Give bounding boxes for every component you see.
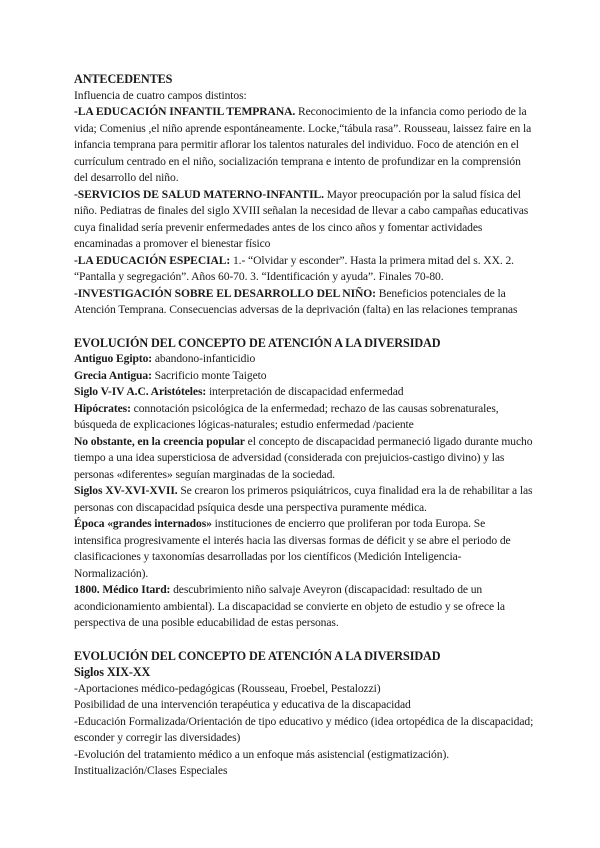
paragraph-lead: -LA EDUCACIÓN ESPECIAL: [74, 253, 231, 267]
paragraph-text: Beneficios potenciales de la Atención Temprana. Consecuencias adversas de la deprivación (falta) en las relaciones tempranas [74, 286, 518, 316]
paragraph [74, 253, 534, 286]
paragraph-text: el concepto de discapacidad permaneció ligado durante mucho tiempo a una idea supersticiosa de adversidad (considerada con prejuicios-castigo divino) y las personas «diferentes» seguían marginadas de la sociedad. [74, 434, 533, 481]
paragraph [74, 187, 534, 253]
paragraph-text: abandono-infanticidio [152, 352, 256, 365]
paragraph-text: Reconocimiento de la infancia como periodo de la vida; Comenius ,el niño aprende espontáneamente. Locke,“tábula rasa”. Rousseau, laissez faire en la infancia temprana para permitir aflorar los talentos naturales del individuo. Foco de atención en el currículum centrado en el niño, socialización temprana e intento de profundizar en la comprensión del desarrollo del niño. [74, 105, 532, 184]
paragraph-lead: No obstante, en la creencia popular [74, 434, 245, 448]
paragraph [74, 697, 534, 714]
paragraph [74, 434, 534, 484]
paragraph-lead: 1800. Médico Itard: [74, 583, 171, 596]
document-page [74, 71, 534, 780]
paragraph [74, 351, 534, 368]
section-subheading: Siglos XIX-XX [74, 665, 151, 679]
paragraph [74, 714, 534, 747]
paragraph-lead: Grecia Antigua: [74, 368, 152, 382]
section-evolucion-1 [74, 335, 534, 632]
section-spacer [74, 319, 534, 335]
paragraph-text: 1.- “Olvidar y esconder”. Hasta la primera mitad del s. XX. 2. “Pantalla y segregación”. Años 60-70. 3. “Identificación y ayuda”. Finales 70-80. [74, 253, 514, 283]
paragraph-text: Mayor preocupación por la salud física del niño. Pediatras de finales del siglo XVIII señalan la necesidad de llevar a cabo campañas educativas cuya finalidad sería prevenir enfermedades antes de los cinco años y fomentar actividades encaminadas a promover el bienestar físico [74, 187, 529, 250]
paragraph [74, 88, 534, 105]
paragraph-lead: -INVESTIGACIÓN SOBRE EL DESARROLLO DEL NIÑO: [74, 286, 376, 300]
paragraph [74, 401, 534, 434]
paragraph-lead: Siglos XV-XVI-XVII. [74, 484, 178, 497]
section-spacer [74, 632, 534, 648]
paragraph [74, 286, 534, 319]
paragraph-lead: -LA EDUCACIÓN INFANTIL TEMPRANA. [74, 105, 296, 118]
paragraph-text: connotación psicológica de la enfermedad; rechazo de las causas sobrenaturales, búsqueda de explicaciones lógicas-naturales; estudio enfermedad /paciente [74, 401, 499, 431]
paragraph-text: -Educación Formalizada/Orientación de tipo educativo y médico (idea ortopédica de la discapacidad; esconder y corregir las diversidades) [74, 714, 534, 744]
paragraph-lead: -SERVICIOS DE SALUD MATERNO-INFANTIL. [74, 187, 324, 201]
paragraph-text: -Evolución del tratamiento médico a un enfoque más asistencial (estigmatización). Institualización/Clases Especiales [74, 747, 450, 777]
paragraph-text: Influencia de cuatro campos distintos: [74, 88, 247, 102]
paragraph [74, 582, 534, 632]
paragraph-lead: Hipócrates: [74, 401, 131, 415]
paragraph-lead: Época «grandes internados» [74, 517, 212, 530]
paragraph-lead: Antiguo Egipto: [74, 352, 153, 365]
paragraph-text: descubrimiento niño salvaje Aveyron (discapacidad: resultado de un acondicionamiento ambiental). La discapacidad se convierte en objeto de estudio y se ofrece la perspectiva de una posible educabilidad de estas personas. [74, 583, 505, 629]
paragraph [74, 104, 534, 187]
section-antecedentes [74, 71, 534, 319]
paragraph-text: Se crearon los primeros psiquiátricos, cuya finalidad era la de rehabilitar a las personas con discapacidad psíquica desde una perspectiva puramente médica. [74, 484, 533, 514]
paragraph [74, 483, 534, 516]
section-evolucion-2 [74, 648, 534, 780]
paragraph-text: Sacrificio monte Taigeto [151, 368, 267, 382]
paragraph-text: interpretación de discapacidad enfermedad [206, 385, 404, 398]
section-heading: EVOLUCIÓN DEL CONCEPTO DE ATENCIÓN A LA DIVERSIDAD [74, 648, 441, 663]
section-heading: EVOLUCIÓN DEL CONCEPTO DE ATENCIÓN A LA DIVERSIDAD [74, 335, 441, 350]
paragraph-lead: Siglo V-IV A.C. Aristóteles: [74, 385, 207, 398]
paragraph-text: Posibilidad de una intervención terapéutica y educativa de la discapacidad [74, 698, 411, 711]
paragraph [74, 681, 534, 698]
paragraph [74, 516, 534, 582]
paragraph [74, 747, 534, 780]
paragraph-text: instituciones de encierro que proliferan por toda Europa. Se intensifica progresivamente el interés hacia las diversas formas de déficit y se abre el periodo de clasificaciones y taxonomías desarrolladas por los científicos (Medición Inteligencia-Normalización). [74, 517, 511, 580]
section-heading: ANTECEDENTES [74, 72, 173, 86]
paragraph [74, 384, 534, 401]
paragraph [74, 368, 534, 385]
paragraph-text: -Aportaciones médico-pedagógicas (Rousseau, Froebel, Pestalozzi) [74, 681, 381, 695]
